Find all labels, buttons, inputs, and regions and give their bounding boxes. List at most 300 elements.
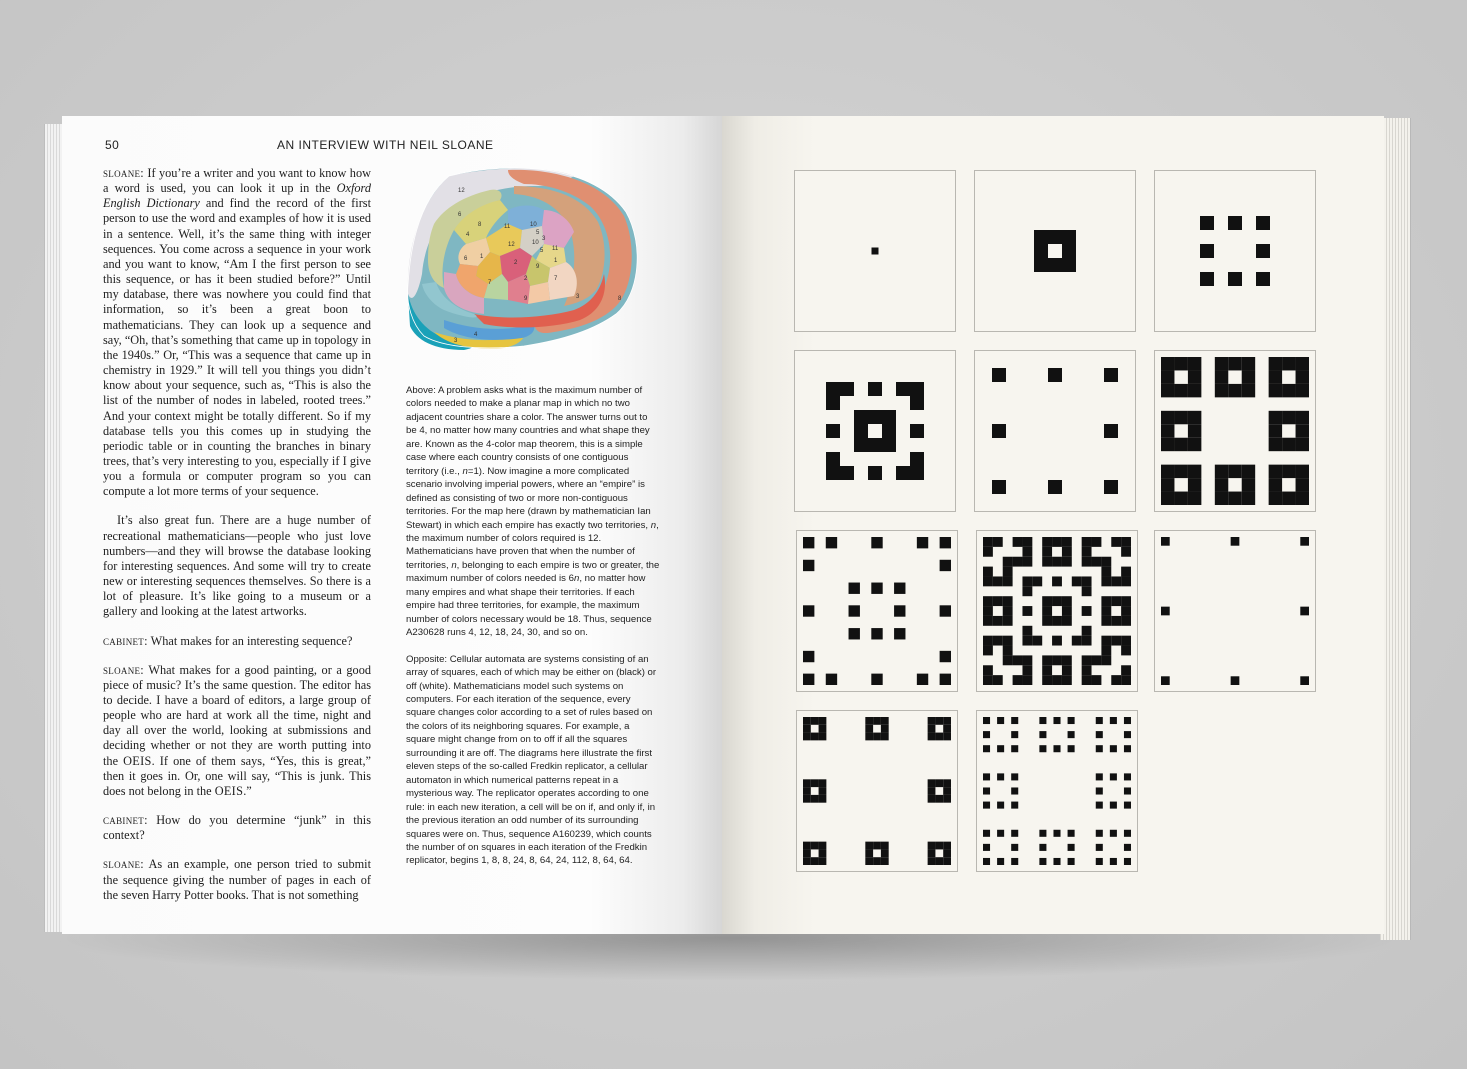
automaton-cell [1188, 384, 1201, 397]
automaton-cell [1042, 675, 1052, 685]
automaton-step-panel [796, 710, 958, 872]
automaton-cell [1269, 411, 1282, 424]
automaton-cell [826, 674, 837, 685]
speaker-label: sloane: [103, 662, 145, 677]
automaton-cell [1068, 830, 1075, 837]
automaton-cell [1215, 384, 1228, 397]
paragraph-text: As an example, one person tried to submit the sequence giving the number of pages in each of the seven Harry Potter books. That is not something [103, 857, 371, 902]
automaton-cell [943, 795, 951, 803]
automaton-cell [803, 560, 814, 571]
automaton-cell [1296, 478, 1309, 491]
automaton-cell [1003, 557, 1013, 567]
automaton-cell [819, 842, 827, 850]
automaton-cell [840, 466, 854, 480]
automaton-cell [1215, 465, 1228, 478]
automaton-cell [803, 787, 811, 795]
automaton-cell [1161, 411, 1174, 424]
automaton-cell [1011, 717, 1018, 724]
automaton-cell [1082, 576, 1092, 586]
automaton-step-panel [974, 170, 1136, 332]
automaton-cell [1053, 717, 1060, 724]
automaton-cell [1104, 368, 1118, 382]
automaton-cell [1003, 567, 1013, 577]
automaton-step-panel [1154, 530, 1316, 692]
automaton-cell [865, 857, 873, 865]
automaton-cell [1003, 596, 1013, 606]
automaton-cell [917, 537, 928, 548]
automaton-cell [1039, 731, 1046, 738]
automaton-cell [881, 717, 889, 725]
automaton-cell [928, 779, 936, 787]
figure-caption: Opposite: Cellular automata are systems consisting of an array of squares, each of which may be either on (black) or off (white). Mathematicians model such systems on computers. For each iteration of the sequence, every square changes color according to a set of rules based on the colors of its neighboring squares. For example, a square might change from on to off if all the squares surrounding it are off. The diagrams here illustrate the first eleven steps of the so-called Fredkin replicator, a cellular automaton in which numerical patterns repeat in a mysterious way. The replicator operates according to one rule: in each new iteration, a cell will be on if, and only if, in the previous iteration an odd number of its surrounding squares were on. Thus, sequence A160239, which counts the number of on squares in each iteration of the Fredkin replicator, begins 1, 8, 8, 24, 8, 64, 24, 112, 8, 64, 64. [406, 653, 657, 867]
automaton-cell [803, 651, 814, 662]
automaton-cell [992, 480, 1006, 494]
automaton-cell [992, 424, 1006, 438]
automaton-cell [1082, 606, 1092, 616]
automaton-cell [803, 795, 811, 803]
automaton-cell [983, 830, 990, 837]
automaton-cell [1256, 244, 1270, 258]
automaton-cell [1052, 557, 1062, 567]
automaton-cell [983, 844, 990, 851]
automaton-cell [1042, 596, 1052, 606]
automaton-cell [1228, 384, 1241, 397]
automaton-pattern [1155, 171, 1315, 331]
automaton-cell [1096, 745, 1103, 752]
map-label: 5 [540, 248, 544, 254]
automaton-cell [1034, 258, 1048, 272]
automaton-cell [1269, 478, 1282, 491]
map-label: 8 [618, 296, 622, 302]
automaton-step-panel [1154, 350, 1316, 512]
automaton-step-panel [976, 530, 1138, 692]
automaton-cell [1121, 616, 1131, 626]
automaton-cell [1003, 655, 1013, 665]
automaton-cell [811, 779, 819, 787]
automaton-cell [1121, 636, 1131, 646]
automaton-cell [1121, 646, 1131, 656]
automaton-cell [1111, 675, 1121, 685]
automaton-cell [819, 733, 827, 741]
interview-paragraph [103, 166, 371, 499]
automaton-cell [826, 452, 840, 466]
automaton-cell [1269, 438, 1282, 451]
automaton-cell [1062, 616, 1072, 626]
automaton-cell [1300, 537, 1309, 546]
automaton-cell [983, 717, 990, 724]
automaton-step-panel [1154, 170, 1316, 332]
automaton-cell [935, 795, 943, 803]
automaton-pattern [797, 711, 957, 871]
automaton-cell [1022, 665, 1032, 675]
automaton-cell [1111, 636, 1121, 646]
automaton-cell [811, 733, 819, 741]
automaton-cell [1110, 830, 1117, 837]
map-label: 2 [524, 276, 528, 282]
automaton-cell [1101, 596, 1111, 606]
automaton-cell [1052, 655, 1062, 665]
automaton-cell [1042, 537, 1052, 547]
map-label: 3 [454, 338, 458, 344]
automaton-cell [1096, 717, 1103, 724]
automaton-cell [826, 396, 840, 410]
automaton-cell [1003, 576, 1013, 586]
automaton-cell [1053, 830, 1060, 837]
automaton-cell [1174, 384, 1187, 397]
automaton-cell [1215, 478, 1228, 491]
automaton-cell [854, 410, 868, 424]
automaton-cell [871, 628, 882, 639]
automaton-cell [1042, 665, 1052, 675]
automaton-cell [873, 733, 881, 741]
automaton-cell [881, 842, 889, 850]
automaton-cell [1082, 557, 1092, 567]
automaton-cell [983, 787, 990, 794]
automaton-cell [811, 842, 819, 850]
automaton-cell [928, 717, 936, 725]
automaton-cell [1121, 606, 1131, 616]
automaton-cell [1042, 606, 1052, 616]
automaton-cell [1121, 567, 1131, 577]
automaton-cell [1022, 606, 1032, 616]
automaton-cell [826, 537, 837, 548]
automaton-cell [983, 537, 993, 547]
automaton-cell [803, 779, 811, 787]
paragraph-text: What makes for an interesting sequence? [147, 633, 353, 648]
automaton-cell [997, 745, 1004, 752]
interview-paragraph [103, 663, 371, 799]
automaton-cell [1062, 547, 1072, 557]
automaton-cell [826, 466, 840, 480]
automaton-cell [803, 605, 814, 616]
automaton-cell [1022, 547, 1032, 557]
automaton-cell [997, 717, 1004, 724]
map-label: 9 [524, 296, 528, 302]
interview-paragraph [103, 813, 371, 843]
automaton-cell [803, 842, 811, 850]
automaton-cell [1101, 576, 1111, 586]
automaton-cell [1032, 636, 1042, 646]
automaton-cell [1111, 576, 1121, 586]
automaton-cell [910, 396, 924, 410]
automaton-cell [992, 368, 1006, 382]
automaton-cell [1082, 675, 1092, 685]
map-label: 7 [488, 280, 492, 286]
automaton-cell [1242, 357, 1255, 370]
automaton-cell [896, 466, 910, 480]
automaton-cell [1231, 676, 1240, 685]
automaton-cell [1269, 424, 1282, 437]
automaton-cell [943, 717, 951, 725]
automaton-pattern [975, 351, 1135, 511]
automaton-cell [943, 725, 951, 733]
figure-caption: Above: A problem asks what is the maximum number of colors needed to make a planar map in which no two adjacent countries share a color. The answer turns out to be 4, no matter how many countries and what shape they are. Known as the 4-color map theorem, this is a simple case where each country consists of one contiguous territory (i.e., n=1). Now imagine a more complicated scenario involving imperial powers, where an “empire” is defined as consisting of two or more non-contiguous territories. For the map here (drawn by mathematician Ian Stewart) in which each empire has exactly two territories, n, the maximum number of colors required is 12. Mathematicians have proven that when the number of territories, n, belonging to each empire is two or greater, the maximum number of colors needed is 6n, no matter how many empires and what shape their territories. If each empire had three territories, for example, the maximum number of colors necessary would be 18. Thus, sequence A230628 runs 4, 12, 18, 24, 30, and so on. [406, 385, 660, 639]
automaton-cell [1282, 438, 1295, 451]
automaton-cell [1042, 655, 1052, 665]
automaton-cell [917, 674, 928, 685]
automaton-cell [1101, 646, 1111, 656]
automaton-cell [1242, 370, 1255, 383]
automaton-pattern [1155, 531, 1315, 691]
automaton-cell [1101, 636, 1111, 646]
automaton-cell [1003, 616, 1013, 626]
automaton-cell [865, 842, 873, 850]
automaton-cell [1013, 537, 1023, 547]
automaton-cell [993, 636, 1003, 646]
automaton-cell [894, 605, 905, 616]
automaton-cell [1161, 357, 1174, 370]
automaton-cell [1003, 636, 1013, 646]
automaton-cell [1188, 492, 1201, 505]
automaton-cell [940, 560, 951, 571]
automaton-cell [1068, 731, 1075, 738]
automaton-cell [803, 674, 814, 685]
automaton-cell [1111, 537, 1121, 547]
automaton-cell [993, 576, 1003, 586]
automaton-cell [1256, 216, 1270, 230]
speaker-label: sloane: [103, 166, 145, 180]
automaton-cell [1048, 368, 1062, 382]
automaton-step-panel [796, 530, 958, 692]
automaton-cell [993, 537, 1003, 547]
automaton-cell [826, 424, 840, 438]
automaton-cell [943, 849, 951, 857]
automaton-cell [1121, 596, 1131, 606]
automaton-cell [1101, 567, 1111, 577]
paragraph-text: It’s also great fun. There are a huge number of recreational mathematicians—people who just love numbers—and they will browse the database looking for interesting sequences. And some will try to create new or interesting sequences themselves. So there is a lot of pleasure. It’s like going to a museum or a gallery and looking at the latest artworks. [103, 513, 371, 619]
automaton-cell [1215, 492, 1228, 505]
automaton-cell [1174, 438, 1187, 451]
automaton-cell [1282, 465, 1295, 478]
automaton-cell [865, 733, 873, 741]
automaton-cell [865, 725, 873, 733]
automaton-cell [1161, 438, 1174, 451]
automaton-cell [1042, 547, 1052, 557]
automaton-cell [1296, 424, 1309, 437]
speaker-label: cabinet: [103, 813, 148, 828]
automaton-cell [882, 438, 896, 452]
automaton-cell [840, 382, 854, 396]
automaton-cell [983, 547, 993, 557]
automaton-cell [1104, 424, 1118, 438]
automaton-cell [873, 857, 881, 865]
automaton-pattern [797, 531, 957, 691]
automaton-cell [983, 576, 993, 586]
automaton-step-panel [794, 170, 956, 332]
automaton-cell [940, 674, 951, 685]
automaton-cell [854, 424, 868, 438]
automaton-cell [1296, 492, 1309, 505]
automaton-cell [1282, 492, 1295, 505]
automaton-cell [1161, 492, 1174, 505]
automaton-cell [993, 596, 1003, 606]
speaker-label: cabinet: [103, 633, 148, 648]
automaton-cell [993, 616, 1003, 626]
automaton-cell [849, 583, 860, 594]
automaton-cell [1022, 586, 1032, 596]
automaton-cell [1228, 216, 1242, 230]
automaton-cell [803, 849, 811, 857]
automaton-cell [1048, 258, 1062, 272]
map-label: 3 [576, 294, 580, 300]
map-label: 11 [552, 246, 559, 252]
automaton-cell [983, 731, 990, 738]
automaton-cell [1013, 655, 1023, 665]
automaton-cell [1104, 480, 1118, 494]
automaton-pattern [1155, 351, 1315, 511]
automaton-cell [1062, 537, 1072, 547]
automaton-cell [940, 537, 951, 548]
automaton-cell [1101, 557, 1111, 567]
map-label: 7 [554, 276, 558, 282]
automaton-cell [1269, 384, 1282, 397]
automaton-cell [1072, 636, 1082, 646]
automaton-cell [1013, 557, 1023, 567]
automaton-cell [1124, 717, 1131, 724]
automaton-pattern [795, 351, 955, 511]
automaton-cell [943, 733, 951, 741]
automaton-cell [1200, 216, 1214, 230]
automaton-cell [1174, 465, 1187, 478]
automaton-cell [1022, 576, 1032, 586]
automaton-cell [881, 849, 889, 857]
automaton-cell [1256, 272, 1270, 286]
automaton-cell [940, 651, 951, 662]
automaton-cell [1053, 858, 1060, 865]
automaton-cell [1110, 745, 1117, 752]
automaton-pattern [975, 171, 1135, 331]
automaton-cell [1062, 557, 1072, 567]
automaton-cell [1111, 596, 1121, 606]
automaton-pattern [977, 711, 1137, 871]
automaton-cell [871, 537, 882, 548]
automaton-cell [1161, 370, 1174, 383]
automaton-cell [928, 849, 936, 857]
automaton-cell [803, 857, 811, 865]
automaton-cell [1269, 357, 1282, 370]
automaton-cell [1042, 616, 1052, 626]
automaton-cell [1011, 745, 1018, 752]
right-page-edges [1380, 118, 1411, 940]
automaton-cell [1188, 438, 1201, 451]
automaton-cell [1048, 230, 1062, 244]
automaton-cell [1231, 537, 1240, 546]
automaton-cell [1121, 576, 1131, 586]
automaton-cell [1042, 557, 1052, 567]
automaton-cell [1062, 244, 1076, 258]
automaton-cell [819, 795, 827, 803]
automaton-cell [1022, 557, 1032, 567]
automaton-cell [865, 849, 873, 857]
automaton-cell [1003, 646, 1013, 656]
automaton-cell [1062, 596, 1072, 606]
automaton-cell [819, 849, 827, 857]
automaton-cell [1161, 607, 1170, 616]
automaton-cell [1228, 465, 1241, 478]
automaton-cell [1096, 858, 1103, 865]
automaton-cell [983, 675, 993, 685]
automaton-step-panel [976, 710, 1138, 872]
automaton-cell [910, 466, 924, 480]
automaton-cell [881, 733, 889, 741]
automaton-cell [1082, 665, 1092, 675]
automaton-cell [1062, 258, 1076, 272]
automaton-cell [819, 725, 827, 733]
automaton-cell [928, 857, 936, 865]
automaton-cell [1174, 357, 1187, 370]
automaton-cell [1188, 370, 1201, 383]
automaton-cell [910, 424, 924, 438]
automaton-cell [1068, 858, 1075, 865]
map-label: 4 [474, 332, 478, 338]
map-label: 9 [536, 264, 540, 270]
automaton-cell [1124, 858, 1131, 865]
paragraph-text: How do you determine “junk” in this context? [103, 813, 371, 843]
automaton-cell [1161, 676, 1170, 685]
automaton-cell [1022, 626, 1032, 636]
automaton-cell [1039, 830, 1046, 837]
automaton-cell [1124, 802, 1131, 809]
automaton-cell [894, 628, 905, 639]
automaton-cell [826, 382, 840, 396]
automaton-cell [849, 605, 860, 616]
automaton-cell [983, 567, 993, 577]
automaton-cell [1124, 830, 1131, 837]
automaton-cell [1052, 675, 1062, 685]
automaton-cell [983, 596, 993, 606]
automaton-cell [1053, 745, 1060, 752]
paragraph-text: If you’re a writer and you want to know how a word is used, you can look it up in the Oxford English Dictionary and find the record of the first person to use the word and examples of how it is used in a sentence. Well, it’s the same thing with integer sequences. You come across a sequence in your work and you want to know, “Am I the first person to see this sequence, or has it been studied before?” Until my database, there was nowhere you could find that information, so it’s been a great boon to mathematicians. They can look up a sequence and say, “Oh, that’s something that came up in topology in the 1940s.” Or, “This was a sequence that came up in chemistry in 1929.” It will tell you things you didn’t know about your sequence, such as, “This is also the list of the number of nodes in labeled, rooted trees.” And your context might be totally different. So if my database tells you this comes up in studying the periodic table or in counting the branches in binary trees, that’s very interesting to you, especially if I give you a formula or computer program so you can compute a lot more terms of your sequence. [103, 166, 371, 499]
map-label: 2 [514, 260, 518, 266]
automaton-cell [1174, 411, 1187, 424]
automaton-cell [1052, 537, 1062, 547]
automaton-cell [871, 674, 882, 685]
automaton-cell [997, 773, 1004, 780]
automaton-cell [935, 857, 943, 865]
automaton-cell [1101, 616, 1111, 626]
automaton-cell [868, 410, 882, 424]
automaton-cell [1124, 787, 1131, 794]
automaton-cell [1296, 465, 1309, 478]
interview-paragraph [103, 513, 371, 619]
automaton-cell [819, 779, 827, 787]
automaton-cell [1121, 675, 1131, 685]
automaton-cell [1161, 537, 1170, 546]
automaton-cell [1096, 802, 1103, 809]
automaton-cell [1121, 547, 1131, 557]
map-label: 1 [554, 258, 558, 264]
automaton-cell [993, 675, 1003, 685]
automaton-cell [1039, 844, 1046, 851]
automaton-cell [1269, 370, 1282, 383]
automaton-cell [935, 717, 943, 725]
automaton-cell [1110, 802, 1117, 809]
automaton-cell [1188, 357, 1201, 370]
automaton-cell [1121, 665, 1131, 675]
automaton-cell [943, 787, 951, 795]
automaton-cell [983, 745, 990, 752]
automaton-cell [882, 424, 896, 438]
empire-map [404, 164, 640, 352]
automaton-cell [1161, 478, 1174, 491]
automaton-cell [1282, 357, 1295, 370]
map-label: 5 [536, 230, 540, 236]
empire-map-figure [404, 164, 640, 352]
automaton-cell [935, 842, 943, 850]
automaton-cell [1052, 616, 1062, 626]
automaton-cell [819, 717, 827, 725]
automaton-cell [1242, 478, 1255, 491]
